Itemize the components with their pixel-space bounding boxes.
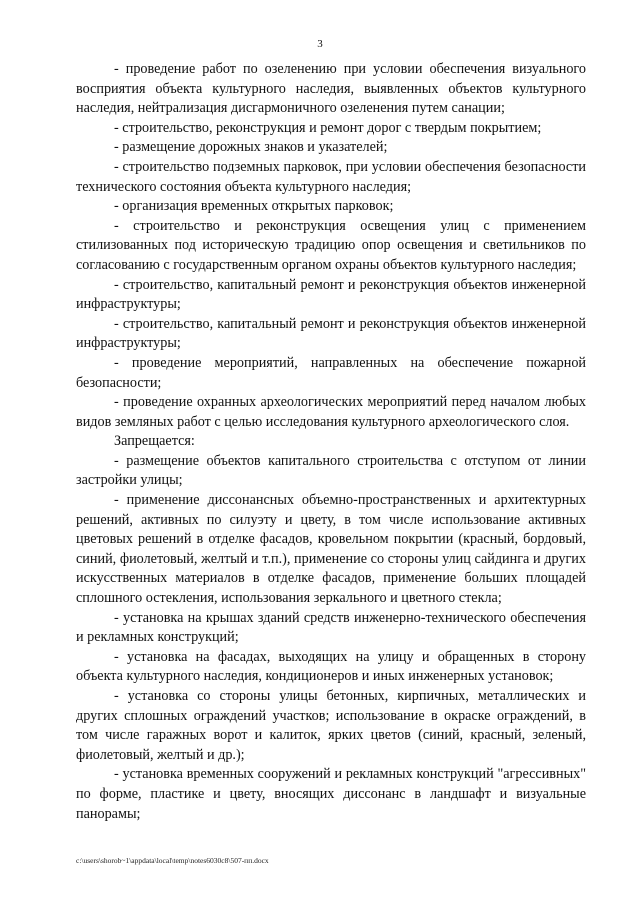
paragraph-infrastructure-2: - строительство, капитальный ремонт и реконструкция объектов инженерной инфраструктуры; [76,315,586,352]
paragraph-fire-safety: - проведение мероприятий, направленных на обеспечение пожарной безопасности; [76,354,586,391]
paragraph-greening: - проведение работ по озеленению при условии обеспечения визуального восприятия объекта культурного наследия, выявленных объектов культурного наследия, нейтрализация дисгармоничного озеленения путем санации; [76,61,586,117]
paragraph-facade-equipment: - установка на фасадах, выходящих на улицу и обращенных в сторону объекта культурного наследия, кондиционеров и иных инженерных установок; [76,648,586,685]
footer-file-path: c:\users\shorob~1\appdata\local\temp\notes6030c8\507-пп.docx [76,856,269,865]
paragraph-rooftop-equipment: - установка на крышах зданий средств инженерно-технического обеспечения и рекламных конструкций; [76,609,586,646]
paragraph-roads: - строительство, реконструкция и ремонт дорог с твердым покрытием; [114,119,542,136]
paragraph-infrastructure-1: - строительство, капитальный ремонт и реконструкция объектов инженерной инфраструктуры; [76,276,586,313]
paragraph-fences: - установка со стороны улицы бетонных, кирпичных, металлических и других сплошных ограждений участков; использование в окраске ограждений, в том числе гаражных ворот и калиток, ярких цветов (синий, красный, зеленый, фиолетовый, желтый и др.); [76,688,586,763]
prohibited-heading: Запрещается: [114,433,195,450]
paragraph-underground-parking: - строительство подземных парковок, при условии обеспечения безопасности технического состояния объекта культурного наследия; [76,158,586,195]
paragraph-archaeology: - проведение охранных археологических мероприятий перед началом любых видов земляных работ с целью исследования культурного археологического слоя. [76,394,586,430]
paragraph-street-lighting: - строительство и реконструкция освещения улиц с применением стилизованных под историческую традицию опор освещения и светильников по согласованию с государственным органом охраны объектов культурного наследия; [76,217,586,273]
paragraph-road-signs: - размещение дорожных знаков и указателей; [114,139,388,156]
paragraph-temporary-parking: - организация временных открытых парковок; [114,198,394,215]
paragraph-dissonant-solutions: - применение диссонансных объемно-пространственных и архитектурных решений, активных по силуэту и цвету, в том числе использование активных цветовых решений в отделке фасадов, кровельном покрытии (красный, бордовый, синий, фиолетовый, желтый и т.п.), применение со стороны улиц сайдинга и других искусственных материалов в отделке фасадов, применение больших площадей сплошного остекления, использования зеркального и цветного стекла; [76,492,586,607]
document-body [76,60,586,824]
paragraph-building-setback: - размещение объектов капитального строительства с отступом от линии застройки улицы; [76,452,586,489]
page-number: 3 [317,38,323,50]
paragraph-temporary-structures: - установка временных сооружений и рекламных конструкций "агрессивных" по форме, пластике и цвету, вносящих диссонанс в ландшафт и визуальные панорамы; [76,766,586,822]
